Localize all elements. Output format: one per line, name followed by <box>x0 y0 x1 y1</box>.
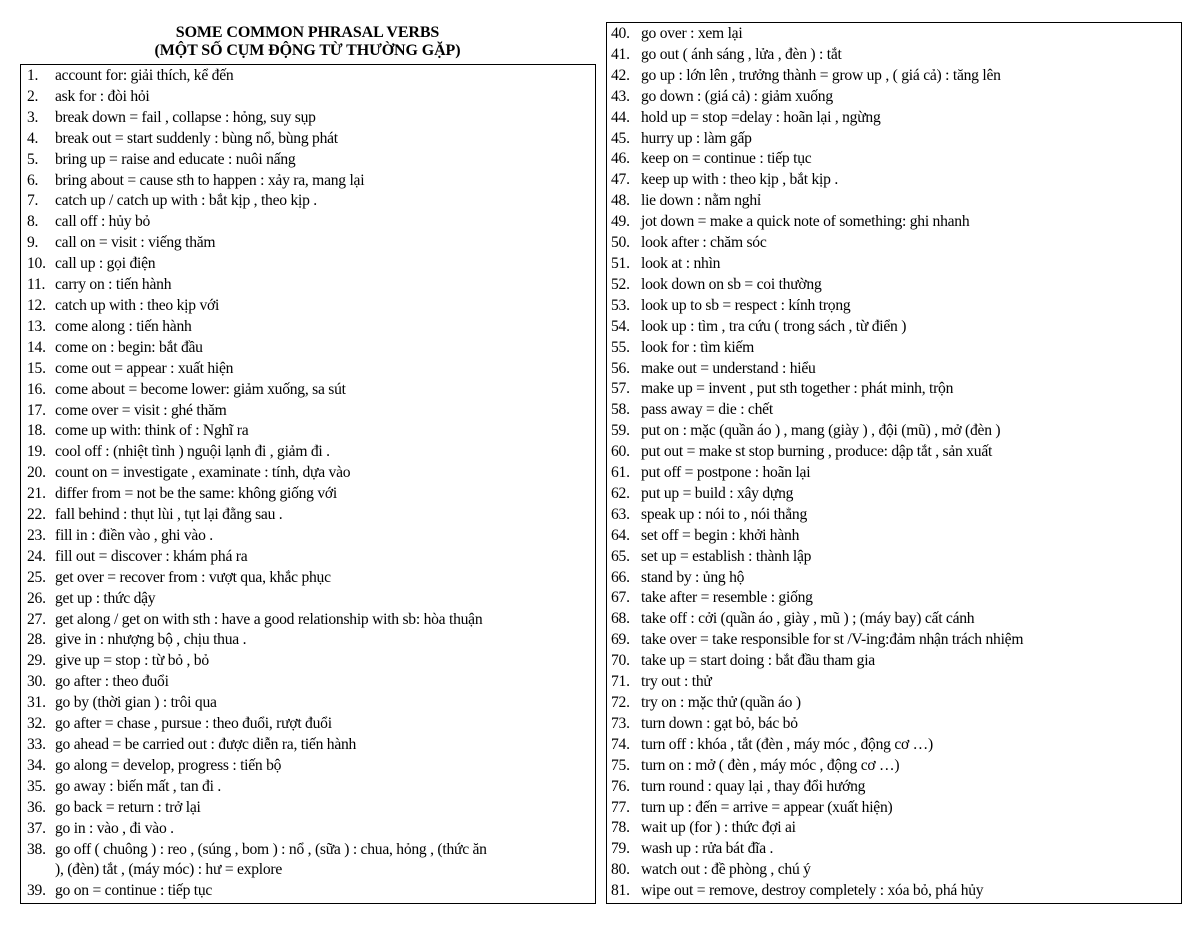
item-text: differ from = not be the same: không giống với <box>55 485 337 503</box>
item-text: carry on : tiến hành <box>55 276 172 294</box>
item-number: 44. <box>611 108 630 126</box>
item-number: 35. <box>27 777 46 795</box>
item-number: 70. <box>611 652 630 670</box>
item-number: 20. <box>27 464 46 482</box>
item-number: 76. <box>611 777 630 795</box>
item-number: 59. <box>611 422 630 440</box>
list-item <box>607 693 1181 714</box>
list-item <box>607 526 1181 547</box>
list-item <box>607 881 1181 902</box>
list-item <box>21 526 595 547</box>
item-text: look for : tìm kiếm <box>641 338 755 356</box>
list-item <box>607 66 1181 87</box>
item-text: break down = fail , collapse : hỏng, suy sụp <box>55 108 316 126</box>
item-text: stand by : ủng hộ <box>641 568 745 586</box>
item-text: go ahead = be carried out : được diễn ra, tiến hành <box>55 736 357 753</box>
item-number: 3. <box>27 108 39 126</box>
list-item <box>21 589 595 610</box>
list-item <box>607 421 1181 442</box>
item-number: 77. <box>611 798 630 816</box>
item-number: 42. <box>611 66 630 84</box>
item-text: come about = become lower: giảm xuống, sa sút <box>55 380 346 398</box>
item-number: 30. <box>27 673 46 691</box>
list-item <box>21 693 595 714</box>
item-number: 79. <box>611 840 630 858</box>
item-text: call off : hủy bỏ <box>55 213 151 231</box>
item-text: turn round : quay lại , thay đổi hướng <box>641 777 866 795</box>
item-text: wipe out = remove, destroy completely : xóa bỏ, phá hủy <box>641 882 984 900</box>
item-text: catch up / catch up with : bắt kịp , theo kịp . <box>55 192 317 210</box>
item-number: 46. <box>611 150 630 168</box>
item-text: go over : xem lại <box>641 25 743 42</box>
item-text: look down on sb = coi thường <box>641 275 822 293</box>
right-phrasal-verb-list <box>606 22 1182 904</box>
item-text: try out : thử <box>641 673 712 691</box>
item-text: turn on : mở ( đèn , máy móc , động cơ …) <box>641 756 900 774</box>
item-text: put out = make st stop burning , produce: dập tắt , sản xuất <box>641 443 993 461</box>
list-item <box>21 233 595 254</box>
item-number: 63. <box>611 505 630 523</box>
list-item <box>21 735 595 756</box>
item-number: 9. <box>27 234 39 252</box>
item-text: keep on = continue : tiếp tục <box>641 150 812 168</box>
item-number: 48. <box>611 192 630 210</box>
list-item <box>21 505 595 526</box>
document-title <box>20 24 595 60</box>
item-number: 15. <box>27 359 46 377</box>
list-item <box>607 400 1181 421</box>
item-number: 23. <box>27 526 46 544</box>
item-text: come on : begin: bắt đầu <box>55 338 203 356</box>
item-text: fill out = discover : khám phá ra <box>55 547 248 565</box>
item-text: go after : theo đuổi <box>55 673 169 691</box>
item-text: put up = build : xây dựng <box>641 484 794 502</box>
left-phrasal-verb-list <box>20 64 596 904</box>
list-item <box>607 756 1181 777</box>
item-text: try on : mặc thử (quần áo ) <box>641 694 801 711</box>
list-item <box>21 484 595 505</box>
item-number: 72. <box>611 694 630 711</box>
item-number: 40. <box>611 25 630 42</box>
item-number: 53. <box>611 296 630 314</box>
list-item <box>21 275 595 296</box>
item-text: go on = continue : tiếp tục <box>55 882 213 900</box>
item-number: 14. <box>27 338 46 356</box>
item-number: 45. <box>611 129 630 147</box>
item-text: turn up : đến = arrive = appear (xuất hiện) <box>641 798 893 816</box>
list-item <box>21 421 595 442</box>
list-item <box>607 651 1181 672</box>
item-number: 12. <box>27 296 46 314</box>
list-item <box>21 442 595 463</box>
item-number: 24. <box>27 547 46 565</box>
item-text: go off ( chuông ) : reo , (súng , bom ) : nổ , (sữa ) : chua, hỏng , (thức ăn <box>55 840 487 858</box>
item-number: 52. <box>611 275 630 293</box>
item-text: take up = start doing : bắt đầu tham gia <box>641 652 875 670</box>
item-text: take off : cởi (quần áo , giày , mũ ) ; (máy bay) cất cánh <box>641 610 975 628</box>
item-number: 2. <box>27 87 39 105</box>
list-item <box>607 359 1181 380</box>
list-item <box>21 171 595 192</box>
list-item <box>21 777 595 798</box>
list-item <box>607 170 1181 191</box>
item-text: put off = postpone : hoãn lại <box>641 464 811 482</box>
item-text: bring about = cause sth to happen : xảy ra, mang lại <box>55 171 365 189</box>
item-text: cool off : (nhiệt tình ) nguội lạnh đi , giảm đi . <box>55 443 330 461</box>
item-text: wash up : rửa bát đĩa . <box>641 840 774 858</box>
item-text: go down : (giá cả) : giảm xuống <box>641 87 833 105</box>
list-item <box>607 149 1181 170</box>
item-text: speak up : nói to , nói thẳng <box>641 505 807 523</box>
item-number: 36. <box>27 798 46 816</box>
item-number: 69. <box>611 631 630 649</box>
list-item <box>607 735 1181 756</box>
item-number: 37. <box>27 819 46 837</box>
item-text: watch out : đề phòng , chú ý <box>641 861 811 879</box>
item-number: 21. <box>27 485 46 503</box>
item-text: turn down : gạt bỏ, bác bỏ <box>641 714 798 732</box>
item-number: 71. <box>611 673 630 691</box>
item-text: ), (đèn) tắt , (máy móc) : hư = explore <box>55 861 283 879</box>
list-item <box>607 547 1181 568</box>
item-text: come up with: think of : Nghĩ ra <box>55 422 249 440</box>
list-item <box>607 609 1181 630</box>
item-text: go after = chase , pursue : theo đuổi, rượt đuổi <box>55 715 332 733</box>
list-item <box>607 233 1181 254</box>
item-number: 43. <box>611 87 630 105</box>
item-number: 60. <box>611 443 630 461</box>
item-number: 49. <box>611 213 630 231</box>
item-text: come over = visit : ghé thăm <box>55 401 227 419</box>
list-item <box>607 129 1181 150</box>
list-item <box>607 275 1181 296</box>
item-number: 64. <box>611 526 630 544</box>
item-number: 56. <box>611 359 630 377</box>
item-text: hold up = stop =delay : hoãn lại , ngừng <box>641 108 881 126</box>
list-item <box>21 819 595 840</box>
item-number: 61. <box>611 464 630 482</box>
list-item <box>607 317 1181 338</box>
item-number: 75. <box>611 756 630 774</box>
item-text: go out ( ánh sáng , lửa , đèn ) : tắt <box>641 45 842 63</box>
list-item <box>607 463 1181 484</box>
item-text: bring up = raise and educate : nuôi nấng <box>55 150 296 168</box>
list-item <box>607 254 1181 275</box>
item-number: 28. <box>27 631 46 649</box>
item-number: 8. <box>27 213 39 231</box>
item-number <box>21 860 55 881</box>
list-item <box>21 714 595 735</box>
list-item <box>607 818 1181 839</box>
item-number: 54. <box>611 317 630 335</box>
item-text: make out = understand : hiểu <box>641 359 816 377</box>
list-item <box>21 191 595 212</box>
list-item <box>21 296 595 317</box>
item-number: 18. <box>27 422 46 440</box>
list-item <box>21 798 595 819</box>
item-text: go in : vào , đi vào . <box>55 819 174 837</box>
item-text: go by (thời gian ) : trôi qua <box>55 694 217 712</box>
item-text: jot down = make a quick note of something: ghi nhanh <box>641 213 970 231</box>
list-item <box>607 777 1181 798</box>
item-number: 11. <box>27 276 46 294</box>
item-number: 39. <box>27 882 46 900</box>
item-text: lie down : nằm nghỉ <box>641 192 761 210</box>
list-item <box>21 108 595 129</box>
item-number: 29. <box>27 652 46 670</box>
item-text: take over = take responsible for st /V-ing:đảm nhận trách nhiệm <box>641 631 1024 649</box>
item-number: 55. <box>611 338 630 356</box>
item-number: 22. <box>27 506 46 524</box>
item-text: come out = appear : xuất hiện <box>55 359 234 377</box>
item-text: put on : mặc (quần áo ) , mang (giày ) , đội (mũ) , mở (đèn ) <box>641 422 1001 440</box>
item-text: look up to sb = respect : kính trọng <box>641 296 851 314</box>
item-text: take after = resemble : giống <box>641 589 813 607</box>
item-number: 32. <box>27 715 46 733</box>
item-text: make up = invent , put sth together : phát minh, trộn <box>641 380 954 398</box>
item-number: 16. <box>27 380 46 398</box>
list-item <box>607 379 1181 400</box>
item-number: 10. <box>27 255 46 273</box>
list-item <box>21 359 595 380</box>
list-item <box>21 756 595 777</box>
list-item <box>607 798 1181 819</box>
list-item <box>21 254 595 275</box>
item-number: 62. <box>611 484 630 502</box>
item-text: go back = return : trở lại <box>55 798 201 816</box>
list-item <box>21 860 595 881</box>
item-text: call up : gọi điện <box>55 255 156 273</box>
list-item <box>607 505 1181 526</box>
item-number: 65. <box>611 547 630 565</box>
item-text: look at : nhìn <box>641 254 721 272</box>
list-item <box>21 568 595 589</box>
list-item <box>21 547 595 568</box>
list-item <box>21 338 595 359</box>
item-number: 74. <box>611 735 630 753</box>
title-line-vietnamese: (MỘT SỐ CỤM ĐỘNG TỪ THƯỜNG GẶP) <box>154 42 461 59</box>
item-text: call on = visit : viếng thăm <box>55 234 216 252</box>
item-number: 34. <box>27 756 46 774</box>
item-text: hurry up : làm gấp <box>641 129 752 147</box>
item-text: set off = begin : khởi hành <box>641 526 800 544</box>
item-number: 38. <box>27 840 46 858</box>
item-text: go along = develop, progress : tiến bộ <box>55 756 282 774</box>
item-number: 68. <box>611 610 630 628</box>
list-item <box>607 191 1181 212</box>
item-number: 27. <box>27 610 46 628</box>
item-text: wait up (for ) : thức đợi ai <box>641 819 796 837</box>
list-item <box>21 463 595 484</box>
item-text: get up : thức dậy <box>55 589 156 607</box>
item-number: 78. <box>611 819 630 837</box>
item-number: 57. <box>611 380 630 398</box>
item-text: keep up with : theo kịp , bắt kịp . <box>641 171 838 189</box>
item-text: get over = recover from : vượt qua, khắc phục <box>55 568 331 586</box>
item-number: 13. <box>27 317 46 335</box>
list-item <box>607 442 1181 463</box>
item-number: 41. <box>611 45 630 63</box>
item-text: ask for : đòi hỏi <box>55 87 150 105</box>
item-text: give in : nhượng bộ , chịu thua . <box>55 631 247 649</box>
item-number: 81. <box>611 882 630 900</box>
item-number: 50. <box>611 234 630 252</box>
item-text: look up : tìm , tra cứu ( trong sách , từ điển ) <box>641 317 907 335</box>
list-item <box>21 651 595 672</box>
list-item <box>21 401 595 422</box>
list-item <box>607 714 1181 735</box>
list-item <box>607 45 1181 66</box>
list-item <box>607 672 1181 693</box>
list-item <box>607 588 1181 609</box>
item-text: turn off : khóa , tắt (đèn , máy móc , động cơ …) <box>641 735 933 753</box>
item-number: 1. <box>27 67 39 84</box>
item-number: 58. <box>611 401 630 419</box>
item-number: 7. <box>27 192 39 210</box>
list-item <box>607 296 1181 317</box>
item-number: 66. <box>611 568 630 586</box>
list-item <box>607 860 1181 881</box>
item-number: 6. <box>27 171 39 189</box>
item-number: 25. <box>27 568 46 586</box>
item-text: count on = investigate , examinate : tính, dựa vào <box>55 464 351 482</box>
list-item <box>21 881 595 902</box>
list-item <box>607 24 1181 45</box>
list-item <box>607 484 1181 505</box>
list-item <box>21 129 595 150</box>
item-text: come along : tiến hành <box>55 317 192 335</box>
item-text: account for: giải thích, kể đến <box>55 67 234 84</box>
item-number: 4. <box>27 129 39 147</box>
item-number: 26. <box>27 589 46 607</box>
item-number: 31. <box>27 694 46 712</box>
list-item <box>21 317 595 338</box>
list-item <box>21 610 595 631</box>
item-number: 5. <box>27 150 39 168</box>
item-number: 73. <box>611 714 630 732</box>
item-text: fill in : điền vào , ghi vào . <box>55 526 213 544</box>
list-item <box>21 212 595 233</box>
item-number: 80. <box>611 861 630 879</box>
item-text: break out = start suddenly : bùng nổ, bùng phát <box>55 129 338 147</box>
list-item <box>21 150 595 171</box>
item-number: 51. <box>611 254 630 272</box>
list-item <box>607 630 1181 651</box>
item-text: set up = establish : thành lập <box>641 547 812 565</box>
item-text: get along / get on with sth : have a good relationship with sb: hòa thuận <box>55 610 483 628</box>
list-item <box>21 672 595 693</box>
list-item <box>21 87 595 108</box>
item-text: pass away = die : chết <box>641 401 773 419</box>
list-item <box>607 839 1181 860</box>
list-item <box>607 568 1181 589</box>
list-item <box>607 87 1181 108</box>
list-item <box>21 66 595 87</box>
item-text: look after : chăm sóc <box>641 234 767 252</box>
list-item <box>607 338 1181 359</box>
list-item <box>21 380 595 401</box>
list-item <box>607 212 1181 233</box>
item-number: 67. <box>611 589 630 607</box>
item-number: 47. <box>611 171 630 189</box>
item-text: give up = stop : từ bỏ , bỏ <box>55 652 209 670</box>
item-number: 19. <box>27 443 46 461</box>
item-text: go away : biến mất , tan đi . <box>55 777 221 795</box>
item-number: 17. <box>27 401 46 419</box>
title-line-english: SOME COMMON PHRASAL VERBS <box>175 24 440 41</box>
list-item <box>607 108 1181 129</box>
item-number: 33. <box>27 736 46 753</box>
item-text: fall behind : thụt lùi , tụt lại đằng sau . <box>55 506 283 524</box>
item-text: catch up with : theo kịp với <box>55 296 220 314</box>
item-text: go up : lớn lên , trưởng thành = grow up , ( giá cả) : tăng lên <box>641 66 1001 84</box>
list-item <box>21 630 595 651</box>
list-item <box>21 840 595 861</box>
